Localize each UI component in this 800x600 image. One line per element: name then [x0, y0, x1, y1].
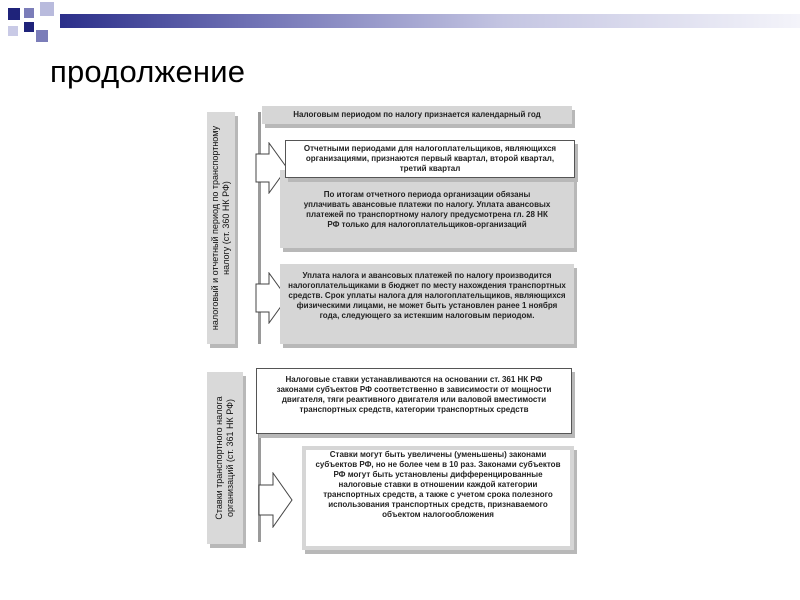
- section1-side-label-line2: налогу (ст. 360 НК РФ): [221, 181, 231, 275]
- section1-side-label: [207, 112, 235, 344]
- rates-basis-box: [256, 368, 572, 434]
- section2-side-label-line2: организаций (ст. 361 НК РФ): [225, 398, 235, 518]
- section1-side-label-line1: налоговый и отчетный период по транспортному: [210, 125, 220, 331]
- payment-place-box: [280, 264, 574, 344]
- reporting-periods-box: [285, 140, 575, 178]
- section2-side-label: [207, 372, 243, 544]
- tax-period-text: Налоговым периодом по налогу признается календарный год: [293, 110, 541, 119]
- decor-square-4: [24, 22, 34, 32]
- section2-side-label-line1: Ставки транспортного налога: [214, 396, 224, 520]
- rates-change-text: Ставки могут быть увеличены (уменьшены) законами субъектов РФ, но не более чем в 10 раз. Законами субъектов РФ могут быть установлены дифференцированные налоговые ставки в отношении каждой категории транспортных средств, а также с учетом срока полезного использования транспортных средств, признаваемого объектом налогообложения: [315, 450, 561, 519]
- slide-title: продолжение: [50, 54, 246, 89]
- decor-square-2: [24, 8, 34, 18]
- arrow-right-icon: [258, 472, 294, 528]
- decor-square-5: [36, 30, 48, 42]
- rates-basis-text: Налоговые ставки устанавливаются на основании ст. 361 НК РФ законами субъектов РФ соответственно в зависимости от мощности двигателя, тяги реактивного двигателя или валовой вместимости транспортных средств, категории транспортных средств: [276, 375, 552, 414]
- rates-change-box: [302, 446, 574, 550]
- decor-square-3: [40, 2, 54, 16]
- advance-payments-text: По итогам отчетного периода организации обязаны уплачивать авансовые платежи по налогу. Уплата авансовых платежей по транспортному налогу предусмотрена гл. 28 НК РФ только для налогоплательщиков-организаций: [303, 190, 551, 229]
- header-gradient-bar: [60, 14, 800, 28]
- decor-square-1: [8, 8, 20, 20]
- decor-square-6: [8, 26, 18, 36]
- tax-period-box: [262, 106, 572, 124]
- advance-payments-box: [280, 170, 574, 248]
- reporting-periods-text: Отчетными периодами для налогоплательщиков, являющихся организациями, признаются первый квартал, второй квартал, третий квартал: [303, 144, 557, 173]
- payment-place-text: Уплата налога и авансовых платежей по налогу производится налогоплательщиками в бюджет по месту нахождения транспортных средств. Срок уплаты налога для налогоплательщиков, являющихся физическими лицами, не может быть установлен ранее 1 ноября года, следующего за истекшим налоговым периодом.: [288, 271, 566, 320]
